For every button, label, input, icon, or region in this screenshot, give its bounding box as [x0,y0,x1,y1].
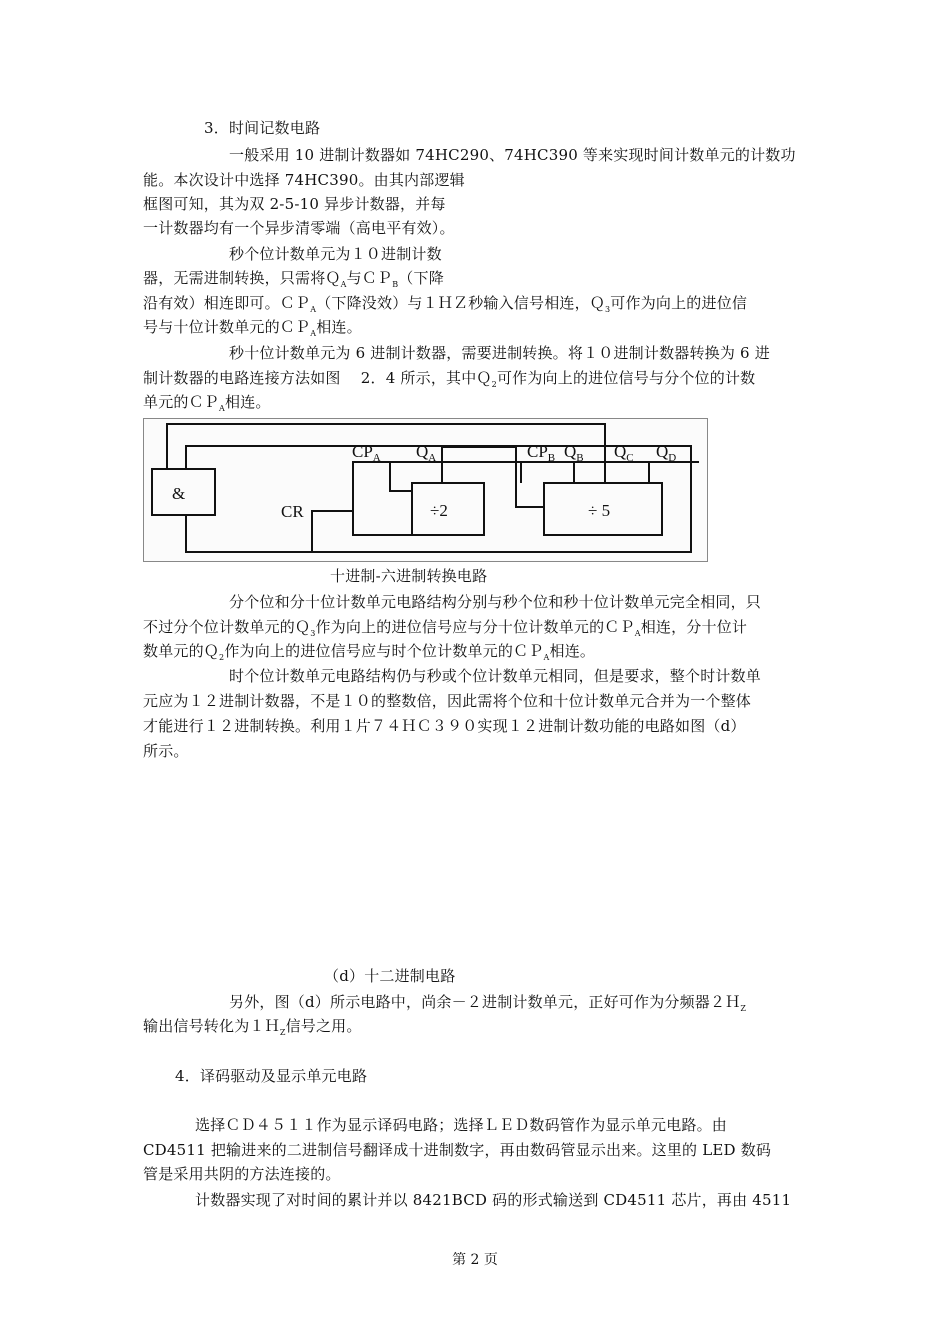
subscript: A [634,629,641,638]
text-run: （下降没效）与１ＨＺ秒输入信号相连，Ｑ [316,294,605,312]
subscript: 2 [491,380,497,389]
qc-label: $Q_C$ [614,442,634,464]
subscript: A [310,329,317,338]
cr-label: CR [281,502,304,521]
and-label: & [172,484,186,503]
circuit-diagram [144,419,707,561]
subscript: B [392,280,399,289]
qa-label: $Q_A$ [416,442,437,464]
div2-box [412,483,484,535]
text-run: 沿有效）相连即可。ＣＰ [143,294,311,312]
page-number: 第 2 页 [452,1252,498,1268]
wire-cr-div2 [353,511,412,535]
subscript: A [219,404,225,413]
paragraph-line: 秒十位计数单元为 6 进制计数器，需要进制转换。将１０进制计数器转换为 6 进 [229,344,770,362]
text-run: （下降 [398,269,444,287]
div5-label: ÷ 5 [588,501,611,520]
subscript: A [543,653,550,662]
subscript: A [340,280,347,289]
wire-cr [312,462,699,552]
text-run: 制计数器的电路连接方法如图 2．4 所示，其中Ｑ [143,369,492,387]
paragraph-line: 秒个位计数单元为１０进制计数 [229,245,442,263]
paragraph-line: 才能进行１２进制转换。利用１片７４ＨＣ３９０实现１２进制计数功能的电路如图（d） [143,717,746,735]
text-run: 相连。 [316,318,362,336]
div2-label: ÷2 [430,501,448,520]
text-run: 单元的ＣＰ [143,393,220,411]
paragraph-line: 所示。 [143,742,189,760]
paragraph-line [229,992,746,1019]
paragraph-line [143,368,755,395]
paragraph-line [143,268,444,295]
text-run: 另外，图（d）所示电路中，尚余－２进制计数单元，正好可作为分频器２Ｈ [229,993,741,1011]
subscript: Z [279,1028,286,1037]
subscript: 2 [219,653,225,662]
paragraph-line: 时个位计数单元电路结构仍与秒或个位计数单元相同，但是要求，整个时计数单 [229,667,762,685]
qd-label: $Q_D$ [656,442,677,464]
section-4-heading: 4．译码驱动及显示单元电路 [175,1067,368,1085]
paragraph-line [143,293,747,320]
paragraph-line: 元应为１２进制计数器，不是１０的整数倍，因此需将个位和十位计数单元合并为一个整体 [143,692,752,710]
cpb-label: $CP_B$ [527,442,556,464]
paragraph-line [143,392,271,419]
paragraph-line: 管是采用共阴的方法连接的。 [143,1165,341,1183]
paragraph-line [143,1016,362,1043]
paragraph-line: CD4511 把输进来的二进制信号翻译成十进制数字，再由数码管显示出来。这里的 LED 数码 [143,1141,772,1159]
subscript: Z [740,1004,747,1013]
paragraph-line [143,617,747,644]
text-run: 不过分个位计数单元的Ｑ [143,618,311,636]
text-run: 输出信号转化为１Ｈ [143,1017,280,1035]
text-run: 作为向上的进位信号应与时个位计数单元的ＣＰ [224,642,544,660]
wire-cpa [390,462,412,491]
subscript: 3 [605,305,611,314]
text-run: 数单元的Ｑ [143,642,220,660]
text-run: 信号之用。 [285,1017,362,1035]
paragraph-line: 能。本次设计中选择 74HC390。由其内部逻辑 [143,171,465,189]
text-run: 号与十位计数单元的ＣＰ [143,318,311,336]
figure-caption: 十进制-六进制转换电路 [330,567,488,585]
text-run: 相连。 [549,642,596,660]
text-run: 与ＣＰ [346,269,393,287]
text-run: 相连。 [225,393,271,411]
paragraph-line: 一计数器均有一个异步清零端（高电平有效）。 [143,219,455,237]
cpa-label: $CP_A$ [352,442,381,464]
text-run: 可作为向上的进位信 [610,294,748,312]
section-3-heading: 3．时间记数电路 [204,119,321,137]
text-run: 相连，分十位计 [640,618,748,636]
paragraph-line: 分个位和分十位计数单元电路结构分别与秒个位和秒十位计数单元完全相同，只 [229,593,762,611]
figure-d-caption: （d）十二进制电路 [324,967,456,985]
decimal-to-hex-circuit-figure [143,418,708,562]
subscript: A [310,305,317,314]
paragraph-line: 选择ＣＤ４５１１作为显示译码电路；选择ＬＥＤ数码管作为显示单元电路。由 [195,1116,728,1134]
text-run: 器，无需进制转换，只需将Ｑ [143,269,341,287]
paragraph-line: 计数器实现了对时间的累计并以 8421BCD 码的形式输送到 CD4511 芯片，再由 4511 [195,1191,792,1209]
text-run: 作为向上的进位信号应与分十位计数单元的ＣＰ [315,618,635,636]
paragraph-line: 一般采用 10 进制计数器如 74HC290、74HC390 等来实现时间计数单元的计数功 [229,146,796,164]
paragraph-line [143,641,595,668]
paragraph-line: 框图可知，其为双 2-5-10 异步计数器，并每 [143,195,446,213]
paragraph-line [143,317,362,344]
text-run: 可作为向上的进位信号与分个位的计数 [496,369,756,387]
subscript: 3 [310,629,316,638]
qb-label: $Q_B$ [564,442,584,464]
